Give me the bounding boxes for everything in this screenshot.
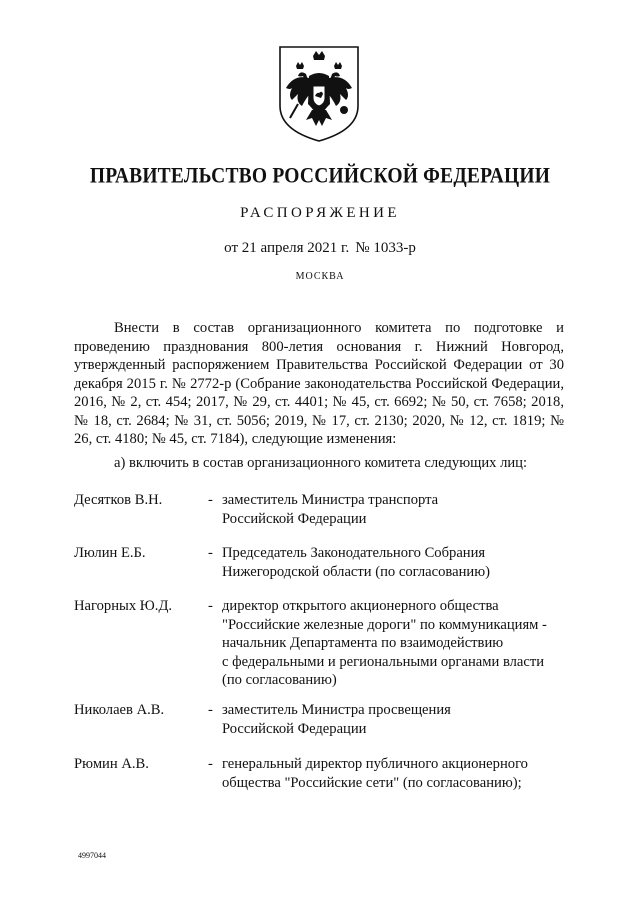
member-dash: - xyxy=(208,598,213,614)
item-a-paragraph: а) включить в состав организационного комитета следующих лиц: xyxy=(114,455,528,471)
member-name: Нагорных Ю.Д. xyxy=(74,598,173,614)
member-dash: - xyxy=(208,492,213,508)
member-name: Люлин Е.Б. xyxy=(74,545,146,561)
member-dash: - xyxy=(208,756,213,772)
member-position: заместитель Министра просвещения Российской Федерации xyxy=(222,702,451,737)
document-type: РАСПОРЯЖЕНИЕ xyxy=(240,205,400,221)
member-position: директор открытого акционерного общества "Российские железные дороги" по коммуникациям - начальник Департамента по взаимодействию с федеральными и региональными органами власти (по согласованию) xyxy=(222,598,547,688)
document-city: МОСКВА xyxy=(295,271,345,282)
government-title: ПРАВИТЕЛЬСТВО РОССИЙСКОЙ ФЕДЕРАЦИИ xyxy=(89,164,551,189)
member-position: генеральный директор публичного акционерного общества "Российские сети" (по согласованию); xyxy=(222,756,528,791)
member-name: Рюмин А.В. xyxy=(74,756,149,772)
document-date-line xyxy=(0,240,640,257)
member-name: Николаев А.В. xyxy=(74,702,165,718)
russian-coat-of-arms-icon xyxy=(276,44,362,144)
document-number: № 1033-р xyxy=(355,240,416,256)
member-position: Председатель Законодательного Собрания Нижегородской области (по согласованию) xyxy=(222,545,490,580)
member-dash: - xyxy=(208,702,213,718)
intro-paragraph: Внести в состав организационного комитета по подготовке и проведению празднования 800-летия основания г. Нижний Новгород, утвержденный распоряжением Правительства Российской Федерации от 30 декабря 2015 г. № 2772-р (Собрание законодательства Российской Федерации, 2016, № 2, ст. 454; 2017, № 29, ст. 4401; № 45, ст. 6692; № 50, ст. 7658; 2018, № 18, ст. 2684; № 31, ст. 5056; 2019, № 17, ст. 2130; 2020, № 12, ст. 1819; № 26, ст. 4180; № 45, ст. 7184), следующие изменения: xyxy=(74,320,564,447)
member-name: Десятков В.Н. xyxy=(74,492,163,508)
document-code: 4997044 xyxy=(78,851,106,860)
document-date: от 21 апреля 2021 г. xyxy=(224,240,350,256)
member-position: заместитель Министра транспорта Российской Федерации xyxy=(222,492,439,527)
member-dash: - xyxy=(208,545,213,561)
